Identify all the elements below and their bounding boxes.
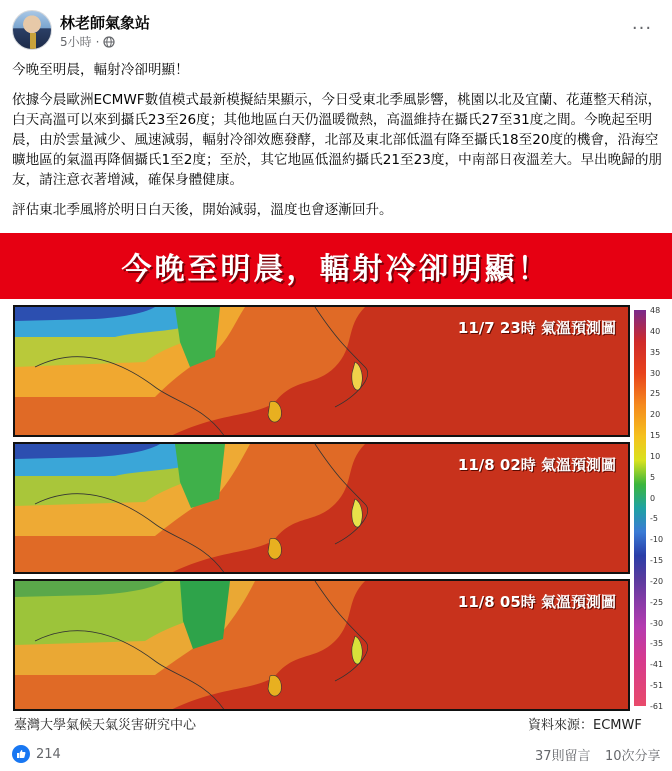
infographic-banner (0, 233, 672, 299)
colorbar-tick-label: -15 (650, 556, 664, 566)
more-options-icon: ··· (631, 17, 653, 39)
colorbar-ticks (650, 306, 672, 711)
author-name[interactable]: 林老師氣象站 (60, 14, 151, 32)
colorbar-tick-label: 0 (650, 493, 656, 503)
like-icon[interactable] (12, 745, 30, 763)
colorbar-tick-label: -35 (650, 639, 664, 649)
colorbar-tick-label: -51 (650, 681, 664, 691)
temperature-colorbar (634, 310, 646, 706)
colorbar-tick-label: -10 (650, 535, 664, 545)
temperature-map (13, 442, 630, 574)
colorbar-tick-label: 48 (650, 306, 661, 315)
post-paragraph: 依據今晨歐洲ECMWF數值模式最新模擬結果顯示，今日受東北季風影響，桃園以北及宜蘭、花蓮整天稍涼，白天高溫可以來到攝氏23至26度；其他地區白天仍溫暖微熱，高溫維持在攝氏27至31度之間。今晚起至明晨，由於雲量減少、風速減弱，輻射冷卻效應發酵，北部及東北部低溫有降至攝氏18至20度的機會，沿海空曠地區的氣溫再降個攝氏1至2度；至於，其它地區低溫約攝氏21至23度，中南部日夜溫差大。早出晚歸的朋友，請注意衣著增減，確保身體健康。 (12, 92, 663, 188)
colorbar-tick-label: -25 (650, 597, 664, 607)
map-time-label: 11/8 02時 氣溫預測圖 (457, 456, 616, 474)
temperature-map (13, 305, 630, 437)
like-count[interactable]: 214 (36, 746, 61, 762)
post-paragraph: 今晚至明晨，輻射冷卻明顯！ (12, 62, 189, 78)
post-header (12, 10, 660, 54)
share-count[interactable]: 10次分享 (605, 748, 661, 764)
colorbar-tick-label: -20 (650, 576, 664, 586)
colorbar-tick-label: 20 (650, 410, 661, 420)
post-time[interactable]: 5小時 (60, 35, 92, 49)
more-options-button[interactable] (628, 14, 656, 42)
colorbar-tick-label: 5 (650, 472, 656, 482)
infographic-image[interactable] (0, 233, 672, 735)
colorbar-tick-label: -5 (650, 514, 658, 524)
temperature-map (13, 579, 630, 711)
image-source: 資料來源：ECMWF (528, 718, 642, 733)
colorbar-tick-label: 15 (650, 431, 661, 441)
colorbar-tick-label: -61 (650, 702, 664, 711)
separator-dot: · (95, 34, 100, 49)
colorbar-tick-label: 30 (650, 368, 661, 378)
colorbar-tick-label: 25 (650, 389, 661, 399)
colorbar-tick-label: 35 (650, 347, 661, 357)
map-time-label: 11/8 05時 氣溫預測圖 (457, 593, 616, 611)
thumbs-up-icon (16, 749, 26, 759)
colorbar-tick-label: 40 (650, 326, 661, 336)
colorbar-tick-label: -41 (650, 660, 664, 670)
comment-count[interactable]: 37則留言 (535, 748, 591, 764)
engagement-bar (12, 740, 662, 768)
colorbar-tick-label: -30 (650, 618, 664, 628)
banner-title: 今晚至明晨，輻射冷卻明顯！ (121, 252, 551, 287)
post-paragraph: 評估東北季風將於明日白天後，開始減弱，溫度也會逐漸回升。 (12, 202, 393, 218)
post-body (12, 60, 662, 230)
globe-icon (103, 36, 115, 48)
image-credit: 臺灣大學氣候天氣災害研究中心 (14, 718, 197, 733)
colorbar-tick-label: 10 (650, 451, 661, 461)
post-meta (60, 33, 115, 50)
avatar[interactable] (12, 10, 52, 50)
map-time-label: 11/7 23時 氣溫預測圖 (457, 319, 616, 337)
